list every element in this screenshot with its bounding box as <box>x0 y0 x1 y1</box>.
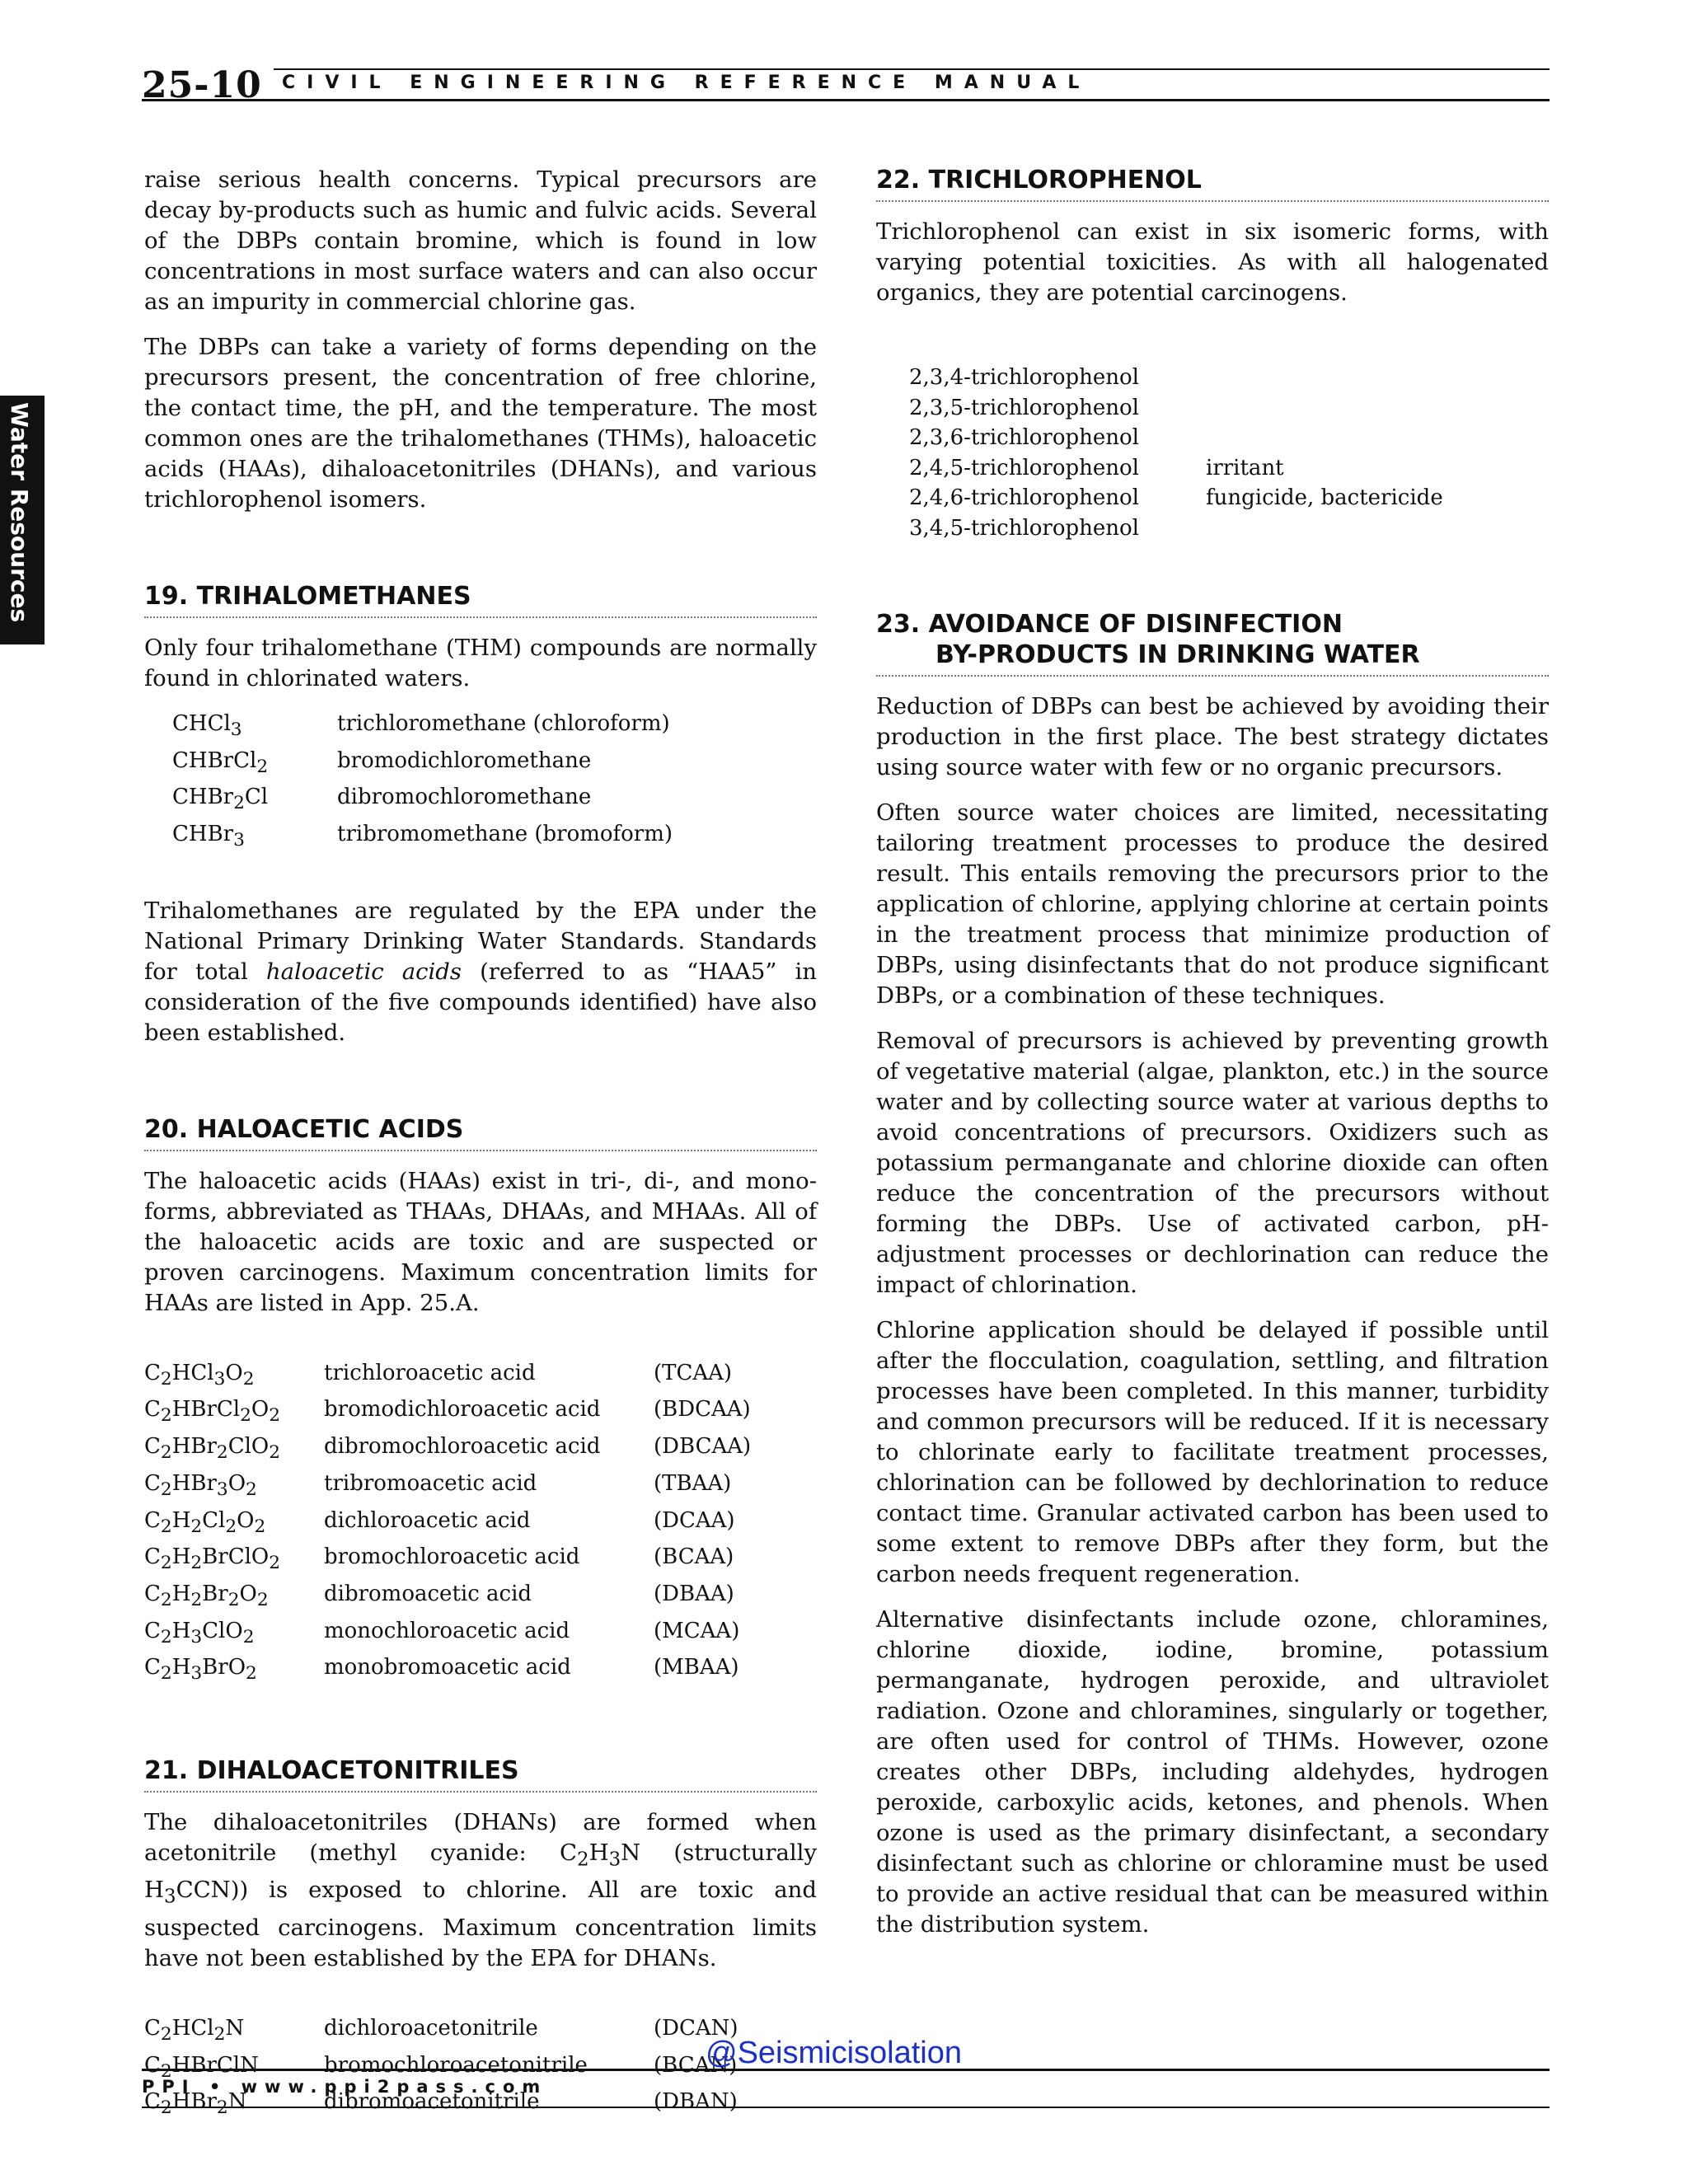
compound-formula: CHBr$_2$Cl <box>172 785 269 814</box>
trichlorophenol-isomer-list <box>909 363 1536 543</box>
compound-name: dichloroacetonitrile <box>324 2015 538 2041</box>
compound-formula: $C_2H_2BrClO_2$ <box>144 1544 280 1574</box>
paragraph: Trihalomethanes are regulated by the EPA under the National Primary Drinking Water Standards. Standards for total haloacetic acids (referred to as “HAA5” in consideration of the five compounds identified) have also been established. <box>144 897 818 1046</box>
list-item <box>144 1358 777 1395</box>
list-item <box>172 782 683 819</box>
isomer-use <box>1206 393 1536 424</box>
header-rule-top <box>274 68 1550 70</box>
section-title: DIHALOACETONITRILES <box>196 1755 519 1785</box>
compound-name: bromodichloroacetic acid <box>324 1397 601 1422</box>
compound-name: monochloroacetic acid <box>324 1618 570 1643</box>
paragraph: Reduction of DBPs can best be achieved by avoiding their production in the first place. The best strategy dictates using source water with few or no organic precursors. <box>876 693 1549 780</box>
paragraph <box>144 1807 817 1974</box>
paragraph: raise serious health concerns. Typical precursors are decay by-products such as humic and fulvic acids. Several of the DBPs contain bromine, which is found in low concentrations in most surface waters and can also occur as an impurity in commercial chlorine gas. <box>144 166 817 315</box>
isomer-use <box>1206 423 1536 453</box>
footer-rule-top <box>142 2069 1550 2071</box>
list-item <box>909 393 1536 424</box>
compound-abbreviation: (DBAA) <box>654 1581 734 1606</box>
list-item <box>144 1469 777 1506</box>
list-item <box>172 819 683 856</box>
compound-abbreviation: (DCAA) <box>654 1507 735 1533</box>
compound-formula: $C_2HBr_3O_2$ <box>144 1470 257 1500</box>
section-title: TRIHALOMETHANES <box>196 582 471 611</box>
isomer-use <box>1206 513 1536 544</box>
watermark-text: @Seismicisolation <box>706 2036 963 2070</box>
list-item <box>144 1542 777 1579</box>
right-column <box>876 165 1549 1955</box>
haa-compound-list <box>144 1358 777 1690</box>
compound-abbreviation: (MCAA) <box>654 1618 740 1643</box>
compound-abbreviation: (BDCAA) <box>654 1397 751 1422</box>
isomer-name: 2,4,6-trichlorophenol <box>909 485 1139 510</box>
compound-formula: $C_2H_2Cl_2O_2$ <box>144 1507 266 1537</box>
compound-abbreviation: (DBAN) <box>654 2089 738 2115</box>
compound-name: trichloromethane (chloroform) <box>337 711 670 736</box>
section-21-text: The dihaloacetonitriles (DHANs) are formed when acetonitrile (methyl cyanide: $C_2H_3N$ (structurally $H_3CCN$)) is exposed to chlorine. All are toxic and suspected carcinogens. Maximum concentration limits have not been established by the EPA for DHANs. <box>144 1808 817 1971</box>
paragraph: The DBPs can take a variety of forms depending on the precursors present, the concentration of free chlorine, the contact time, the pH, and the temperature. The most common ones are the trihalomethanes (THMs), haloacetic acids (HAAs), dihaloacetonitriles (DHANs), and various trichlorophenol isomers. <box>144 334 817 513</box>
side-tab-label: Water Resources <box>6 402 33 623</box>
thm-compound-list <box>172 709 683 856</box>
list-item <box>909 483 1536 513</box>
section-title-line2: BY-PRODUCTS IN DRINKING WATER <box>935 640 1420 669</box>
list-item <box>909 423 1536 453</box>
section-heading-21 <box>144 1755 817 1793</box>
compound-formula: $C_2H_3BrO_2$ <box>144 1655 257 1685</box>
compound-name: bromodichloromethane <box>337 748 592 773</box>
compound-name: dibromoacetic acid <box>324 1581 532 1606</box>
compound-abbreviation: (DCAN) <box>654 2015 738 2041</box>
section-heading-22 <box>876 165 1549 202</box>
compound-abbreviation: (BCAN) <box>654 2052 738 2078</box>
section-number: 20. <box>144 1114 189 1144</box>
compound-formula: $C_2HCl_2N$ <box>144 2015 245 2046</box>
isomer-name: 2,4,5-trichlorophenol <box>909 455 1139 480</box>
compound-formula: $C_2HBrCl_2O_2$ <box>144 1397 280 1427</box>
paragraph: Only four trihalomethane (THM) compounds are normally found in chlorinated waters. <box>144 635 817 691</box>
isomer-name: 2,3,5-trichlorophenol <box>909 395 1139 420</box>
compound-name: tribromomethane (bromoform) <box>337 822 673 847</box>
compound-name: dichloroacetic acid <box>324 1507 531 1533</box>
paragraph: Often source water choices are limited, necessitating tailoring treatment processes to produce the desired result. This entails removing the precursors prior to the application of chlorine, applying chlorine at certain points in the treatment process that minimize production of DBPs, using disinfectants that do not produce significant DBPs, or a combination of these techniques. <box>876 799 1549 1009</box>
page-header <box>142 61 1550 110</box>
list-item <box>144 1616 777 1653</box>
page-number: 25-10 <box>142 64 262 106</box>
list-item <box>144 2013 777 2050</box>
compound-abbreviation: (MBAA) <box>654 1655 739 1680</box>
compound-formula: $C_2HBr_2N$ <box>144 2089 247 2119</box>
isomer-name: 3,4,5-trichlorophenol <box>909 515 1139 541</box>
compound-name: dibromochloromethane <box>337 785 592 810</box>
section-number: 19. <box>144 582 189 611</box>
compound-formula: $C_2HBrClN$ <box>144 2052 259 2082</box>
compound-formula: $C_2HBr_2ClO_2$ <box>144 1434 280 1464</box>
side-tab <box>0 396 45 644</box>
compound-name: trichloroacetic acid <box>324 1360 536 1385</box>
isomer-name: 2,3,4-trichlorophenol <box>909 365 1139 390</box>
list-item <box>909 453 1536 484</box>
compound-formula: $C_2H_2Br_2O_2$ <box>144 1581 269 1611</box>
compound-abbreviation: (TBAA) <box>654 1470 732 1496</box>
list-item <box>144 1579 777 1616</box>
section-number: 22. <box>876 166 921 194</box>
isomer-use <box>1206 363 1536 393</box>
compound-formula: $C_2HCl_3O_2$ <box>144 1360 255 1390</box>
compound-abbreviation: (BCAA) <box>654 1544 734 1570</box>
compound-formula: CHBr$_3$ <box>172 822 245 851</box>
list-item <box>144 1506 777 1543</box>
section-heading-20 <box>144 1114 817 1151</box>
compound-formula: $C_2H_3ClO_2$ <box>144 1618 255 1647</box>
compound-name: tribromoacetic acid <box>324 1470 537 1496</box>
section-title: TRICHLOROPHENOL <box>928 166 1202 194</box>
isomer-use: irritant <box>1206 455 1284 480</box>
section-heading-23 <box>876 609 1549 677</box>
paragraph: Trichlorophenol can exist in six isomeric forms, with varying potential toxicities. As with all halogenated organics, they are potential carcinogens. <box>876 218 1549 306</box>
list-item <box>172 709 683 746</box>
isomer-name: 2,3,6-trichlorophenol <box>909 425 1139 450</box>
compound-name: dibromochloroacetic acid <box>324 1434 601 1460</box>
compound-abbreviation: (DBCAA) <box>654 1434 752 1460</box>
list-item <box>144 1394 777 1432</box>
isomer-use: fungicide, bactericide <box>1206 485 1443 510</box>
compound-abbreviation: (TCAA) <box>654 1360 733 1385</box>
compound-name: bromochloroacetic acid <box>324 1544 580 1570</box>
section-number: 23. <box>876 610 921 639</box>
paragraph: Chlorine application should be delayed if possible until after the flocculation, coagulation, settling, and filtration processes have been completed. In this manner, turbidity and common precursors will be reduced. If it is necessary to chlorinate early to facilitate treatment processes, chlorination can be followed by dechlorination to reduce contact time. Granular activated carbon has been used to some extent to remove DBPs after they form, but the carbon needs frequent regeneration. <box>876 1317 1549 1587</box>
paragraph: Removal of precursors is achieved by preventing growth of vegetative material (algae, plankton, etc.) in the source water and by collecting source water at various depths to avoid concentrations of precursors. Oxidizers such as potassium permanganate and chlorine dioxide can often reduce the concentration of the precursors without forming the DBPs. Use of activated carbon, pH-adjustment processes or dechlorination can reduce the impact of chlorination. <box>876 1028 1549 1298</box>
list-item <box>144 1652 777 1690</box>
compound-name: dibromoacetonitrile <box>324 2089 540 2115</box>
header-rule-bottom <box>142 99 1550 101</box>
list-item <box>144 1432 777 1469</box>
paragraph: Alternative disinfectants include ozone, chloramines, chlorine dioxide, iodine, bromine, potassium permanganate, hydrogen peroxide, and ultraviolet radiation. Ozone and chloramines, singularly or together, are often used for control of THMs. However, ozone creates other DBPs, including aldehydes, hydrogen peroxide, carboxylic acids, ketones, and phenols. When ozone is used as the primary disinfectant, a secondary disinfectant such as chlorine or chloramine must be used to provide an active residual that can be measured within the distribution system. <box>876 1606 1549 1938</box>
section-title: HALOACETIC ACIDS <box>196 1114 464 1144</box>
manual-title: CIVIL ENGINEERING REFERENCE MANUAL <box>282 73 1091 93</box>
emphasis: haloacetic acids <box>265 958 462 985</box>
section-heading-19 <box>144 581 817 618</box>
compound-formula: CHBrCl$_2$ <box>172 748 269 777</box>
compound-formula: CHCl$_3$ <box>172 711 242 741</box>
list-item <box>172 746 683 783</box>
footer-text: PPI • www.ppi2pass.com <box>142 2077 548 2097</box>
paragraph: The haloacetic acids (HAAs) exist in tri-, di-, and mono-forms, abbreviated as THAAs, DHAAs, and MHAAs. All of the haloacetic acids are toxic and are suspected or proven carcinogens. Maximum concentration limits for HAAs are listed in App. 25.A. <box>144 1167 817 1316</box>
list-item <box>909 363 1536 393</box>
compound-name: bromochloroacetonitrile <box>324 2052 588 2078</box>
section-title-line1: AVOIDANCE OF DISINFECTION <box>928 610 1343 639</box>
left-column <box>144 165 817 2139</box>
footer-rule-bottom <box>142 2107 1550 2108</box>
section-number: 21. <box>144 1755 189 1785</box>
list-item <box>909 513 1536 544</box>
compound-name: monobromoacetic acid <box>324 1655 571 1680</box>
